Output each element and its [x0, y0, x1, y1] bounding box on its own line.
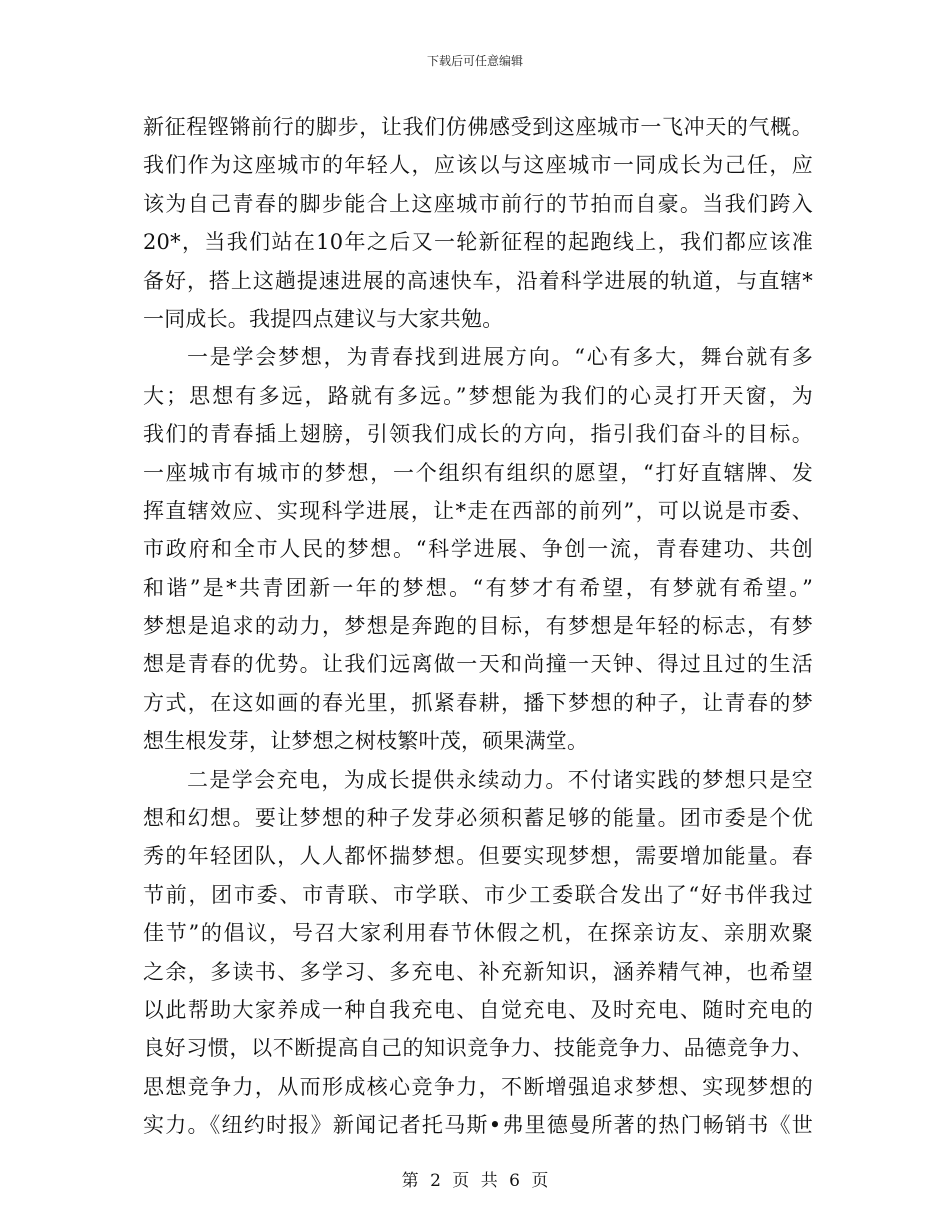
text-line: 我们的青春插上翅膀，引领我们成长的方向，指引我们奋斗的目标。: [143, 422, 813, 447]
paragraph-3: [143, 761, 813, 1145]
text-line: 想生根发芽，让梦想之树枝繁叶茂，硕果满堂。: [143, 729, 589, 754]
paragraph-1: [143, 108, 813, 338]
text-line: 挥直辖效应、实现科学进展，让*走在西部的前列”，可以说是市委、: [143, 498, 813, 523]
text-line: 良好习惯，以不断提高自己的知识竞争力、技能竞争力、品德竞争力、: [143, 1036, 813, 1061]
text-line: 梦想是追求的动力，梦想是奔跑的目标，有梦想是年轻的标志，有梦: [143, 614, 813, 639]
text-line: 二是学会充电，为成长提供永续动力。不付诸实践的梦想只是空: [187, 767, 813, 792]
page-number: 第 2 页 共 6 页: [401, 1171, 549, 1191]
text-line: 市政府和全市人民的梦想。“科学进展、争创一流，青春建功、共创: [143, 537, 813, 562]
text-line: 思想竞争力，从而形成核心竞争力，不断增强追求梦想、实现梦想的: [143, 1074, 813, 1099]
text-line: 节前，团市委、市青联、市学联、市少工委联合发出了“好书伴我过: [143, 882, 813, 907]
text-line: 和谐”是*共青团新一年的梦想。“有梦才有希望，有梦就有希望。”: [143, 575, 813, 600]
paragraph-2: [143, 338, 813, 760]
text-line: 想是青春的优势。让我们远离做一天和尚撞一天钟、得过且过的生活: [143, 652, 813, 677]
text-line: 我们作为这座城市的年轻人，应该以与这座城市一同成长为己任，应: [143, 153, 813, 178]
text-line: 一座城市有城市的梦想，一个组织有组织的愿望，“打好直辖牌、发: [143, 460, 813, 485]
text-line: 一是学会梦想，为青春找到进展方向。“心有多大，舞台就有多: [187, 345, 813, 370]
text-line: 20*，当我们站在10年之后又一轮新征程的起跑线上，我们都应该准: [143, 230, 813, 255]
text-line: 备好，搭上这趟提速进展的高速快车，沿着科学进展的轨道，与直辖*: [143, 268, 813, 293]
text-line: 一同成长。我提四点建议与大家共勉。: [143, 306, 504, 331]
page-header-note: 下载后可任意编辑: [426, 54, 523, 68]
text-line: 以此帮助大家养成一种自我充电、自觉充电、及时充电、随时充电的: [143, 997, 813, 1022]
text-line: 大；思想有多远，路就有多远。”梦想能为我们的心灵打开天窗，为: [143, 383, 813, 408]
text-line: 新征程铿锵前行的脚步，让我们仿佛感受到这座城市一飞冲天的气概。: [143, 115, 813, 139]
text-line: 佳节”的倡议，号召大家利用春节休假之机，在探亲访友、亲朋欢聚: [143, 921, 813, 946]
text-line: 之余，多读书、多学习、多充电、补充新知识，涵养精气神，也希望: [143, 959, 813, 984]
text-line: 该为自己青春的脚步能合上这座城市前行的节拍而自豪。当我们跨入: [143, 191, 813, 216]
body-text: [143, 108, 813, 1145]
text-line: 方式，在这如画的春光里，抓紧春耕，播下梦想的种子，让青春的梦: [143, 690, 813, 715]
text-line: 想和幻想。要让梦想的种子发芽必须积蓄足够的能量。团市委是个优: [143, 806, 813, 831]
text-line: 秀的年轻团队，人人都怀揣梦想。但要实现梦想，需要增加能量。春: [143, 844, 813, 869]
text-line: 实力。《纽约时报》新闻记者托马斯•弗里德曼所著的热门畅销书《世: [143, 1113, 813, 1138]
